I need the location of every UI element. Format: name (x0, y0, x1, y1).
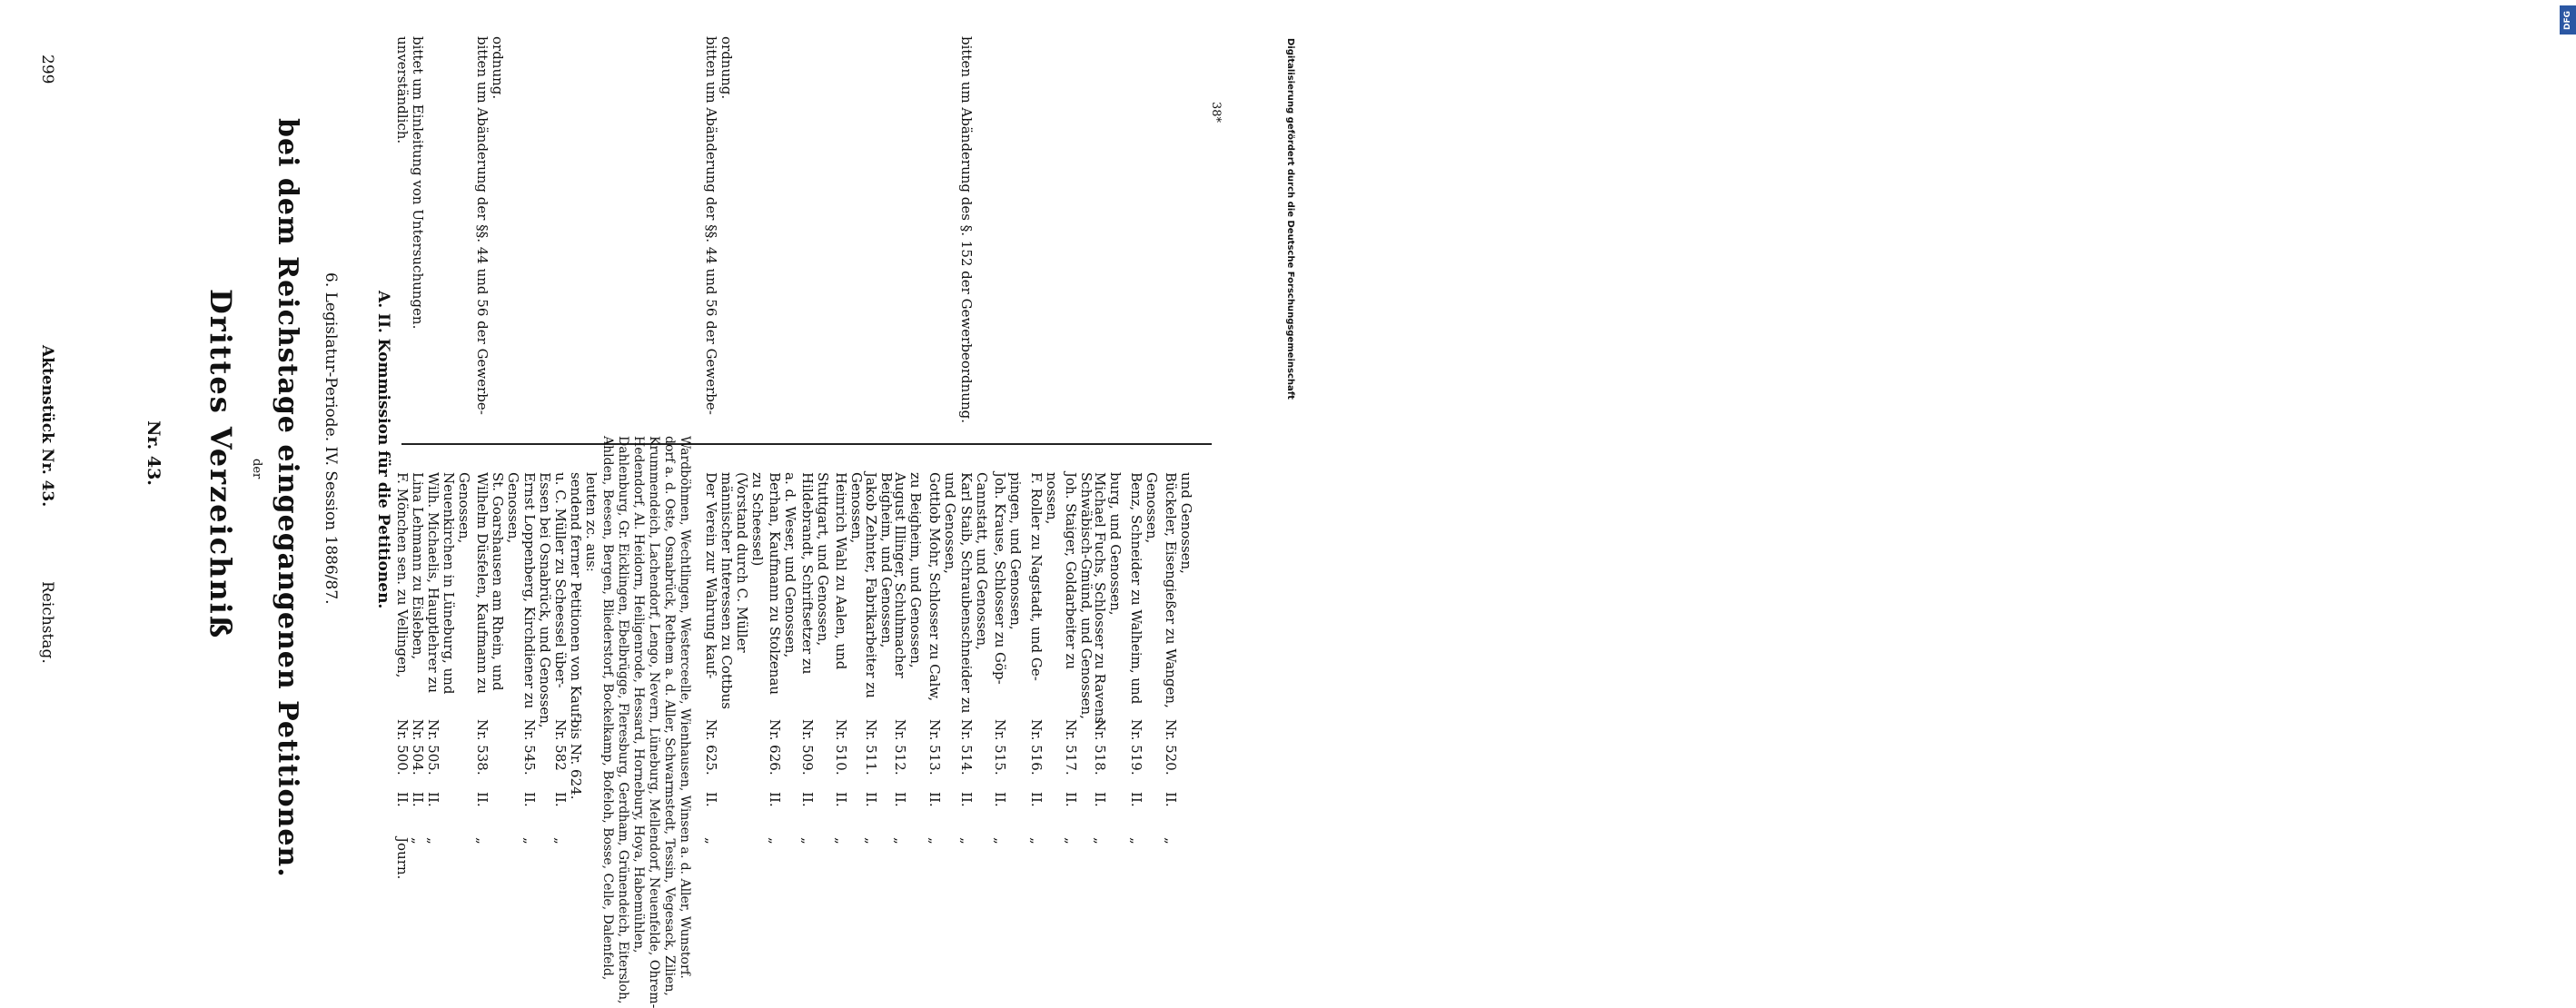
petitioner-line: sendend ferner Petitionen von Kauf- (568, 472, 584, 722)
petitioner-line: leuten zc. aus: (583, 472, 599, 572)
petition-number: Nr. 500. (394, 719, 411, 776)
commission-roman: II. (833, 792, 849, 807)
petition-number: Nr. 545. (521, 719, 538, 776)
petitioner-line: Hildebrandt, Schriftsetzer zu (799, 472, 816, 675)
petitioner-line: (Vorstand durch C. Müller (734, 472, 750, 653)
petition-number: Nr. 510. (833, 719, 849, 776)
petitioner-line: Stuttgart, und Genossen, (815, 472, 831, 647)
petitioner-line: und Genossen, (1178, 472, 1194, 574)
petitioner-line: Gottlob Mohr, Schlosser zu Calw, (926, 472, 943, 702)
petitioner-line: dorf a. d. Oste, Osnabrück, Rethem a. d. Aller, Schwarmstedt, Tessin, Vegesack, Zilien, (662, 436, 677, 996)
title-der: der (250, 459, 263, 479)
page-title: Drittes Verzeichniß (203, 289, 238, 640)
petitioner-line: Wilh. Michaelis, Hauptlehrer zu (425, 472, 441, 694)
commission-roman: II. (425, 792, 441, 807)
petitioner-line: Cannstatt, und Genossen, (974, 472, 990, 650)
petition-number: Nr. 504. (410, 719, 426, 776)
petition-number: Nr. 518. (1092, 719, 1108, 776)
journal-mark: „ (425, 837, 441, 845)
journal-mark: „ (799, 837, 816, 845)
journal-mark: Journ. (394, 837, 411, 880)
petitioner-line: Neuenkirchen in Lüneburg, und (441, 472, 457, 695)
header-middle: Aktenstück Nr. 43. (38, 345, 56, 508)
petitioner-line: Genossen, (505, 472, 521, 544)
petitioner-line: Karl Staib, Schraubenschneider zu (958, 472, 975, 714)
journal-mark: „ (958, 837, 975, 845)
journal-mark: „ (926, 837, 943, 845)
signature-mark: 38* (1209, 102, 1223, 124)
petitioner-line: pingen, und Genossen, (1007, 472, 1024, 630)
petitioner-line: Heinrich Wahl zu Aalen, und (833, 472, 849, 670)
commission-roman: II. (892, 792, 908, 807)
page-subtitle: bei dem Reichstage eingegangenen Petitionen. (272, 118, 303, 878)
petitioner-line: Essen bei Osnabrück, und Genossen, (537, 472, 553, 728)
journal-mark: „ (552, 837, 569, 845)
petition-number: Nr. 625. (703, 719, 719, 776)
commission-roman: II. (1092, 792, 1108, 807)
journal-mark: „ (863, 837, 879, 845)
petitioner-line: Der Verein zur Wahrung kauf- (703, 472, 719, 679)
petitioner-line: Joh. Staiger, Goldarbeiter zu (1063, 472, 1079, 670)
petitioner-line: Jakob Zehnter, Fabrikarbeiter zu (863, 472, 879, 698)
petition-subject: ordnung. (718, 36, 735, 100)
petition-subject: bittet um Einleitung von Untersuchungen. (410, 36, 426, 330)
petitioner-line: Michael Fuchs, Schlosser zu Ravens- (1092, 472, 1108, 729)
petitioner-line: zu Scheessel) (749, 472, 766, 567)
petitioner-line: Benz, Schneider zu Walheim, und (1128, 472, 1144, 705)
petitioner-line: Genossen, (1144, 472, 1160, 544)
petition-number: Nr. 538. (474, 719, 490, 776)
petitioner-line: Krummendeich, Lachendorf, Lengo, Nevern, Lüneburg, Mellendorf, Neuenfelde, Ohrem- (647, 436, 661, 1008)
petitioner-line: Ahlden, Beesen, Bergen, Bliederstorf, Bockelkamp, Bofeloh, Bosse, Celle, Dalenfeld, (600, 436, 615, 981)
petitioner-line: Joh. Krause, Schlosser zu Göp- (992, 472, 1008, 685)
petition-number: Nr. 511. (863, 719, 879, 776)
petitioner-line: burg, und Genossen, (1107, 472, 1124, 616)
petitioner-line: Ernst Loppenberg, Kirchdiener zu (521, 472, 538, 709)
commission-roman: II. (552, 792, 569, 807)
petitioner-line: Dahlenburg, Gr. Eicklingen, Ebelbrügge, Fleresburg, Gerdham, Grünendeich, Eitersloh, (616, 436, 630, 1004)
journal-mark: „ (1063, 837, 1079, 845)
petition-subject: bitten um Abänderung des §. 152 der Gewerbeordnung. (958, 36, 975, 423)
petitioner-line: Bückeler, Eisengießer zu Wangen, (1163, 472, 1179, 708)
journal-mark: „ (892, 837, 908, 845)
commission-roman: II. (394, 792, 411, 807)
petitioner-line: St. Goarshausen am Rhein, und (490, 472, 506, 691)
commission-roman: II. (958, 792, 975, 807)
dfg-logo: DFG (2560, 5, 2576, 35)
petition-number: Nr. 516. (1028, 719, 1045, 776)
header-left: Reichstag. (38, 581, 56, 664)
petitioner-line: u. C. Müller zu Scheessel über- (552, 472, 569, 688)
petitioner-line: Beigheim, und Genossen, (878, 472, 895, 648)
commission-roman: II. (1128, 792, 1144, 807)
commission-roman: II. (521, 792, 538, 807)
commission-roman: II. (474, 792, 490, 807)
petition-number: Nr. 520. (1163, 719, 1179, 776)
petition-subject: ordnung. (490, 36, 506, 100)
journal-mark: „ (1092, 837, 1108, 845)
petitioner-line: Schwäbisch-Gmünd, und Genossen, (1078, 472, 1095, 719)
dfg-credit: Digitalisierung gefördert durch die Deutsche Forschungsgemeinschaft (1285, 38, 1295, 400)
petition-subject: unverständlich. (394, 36, 411, 144)
petitioner-line: und Genossen, (942, 472, 958, 574)
petition-number: Nr. 513. (926, 719, 943, 776)
commission-roman: II. (1163, 792, 1179, 807)
journal-mark: „ (703, 837, 719, 845)
journal-mark: „ (833, 837, 849, 845)
petitioner-line: Lina Lehmann zu Eisleben, (410, 472, 426, 660)
petitioner-line: Wilhelm Düsfelen, Kaufmann zu (474, 472, 490, 694)
petitioner-line: zu Beigheim, und Genossen, (907, 472, 924, 668)
commission-roman: II. (767, 792, 783, 807)
petitioner-line: Wardböhmen, Wechtlingen, Westerceelle, Wienhausen, Winsen a. d. Aller, Wunstorf. (678, 436, 692, 979)
column-divider (401, 443, 1212, 445)
petition-number: Nr. 626. (767, 719, 783, 776)
commission-roman: II. (799, 792, 816, 807)
petition-number: Nr. 517. (1063, 719, 1079, 776)
section-heading: A. II. Kommission für die Petitionen. (374, 291, 392, 609)
journal-mark: „ (410, 837, 426, 845)
document-number: Nr. 43. (144, 420, 163, 486)
commission-roman: II. (1063, 792, 1079, 807)
journal-mark: „ (474, 837, 490, 845)
petitioner-line: a. d. Weser, und Genossen, (782, 472, 798, 658)
petitioner-line: nossen, (1044, 472, 1060, 525)
commission-roman: II. (863, 792, 879, 807)
petition-subject: bitten um Abänderung der §§. 44 und 56 der Gewerbe- (474, 36, 490, 415)
petitioner-line: F. Roller zu Nagstadt, und Ge- (1028, 472, 1045, 681)
journal-mark: „ (521, 837, 538, 845)
journal-mark: „ (1028, 837, 1045, 845)
petition-number: Nr. 512. (892, 719, 908, 776)
petition-subject: bitten um Abänderung der §§. 44 und 56 der Gewerbe- (703, 36, 719, 415)
petitioner-line: Berhan, Kaufmann zu Stolzenau (767, 472, 783, 695)
petitioner-line: Genossen, (456, 472, 472, 544)
petition-number: Nr. 514. (958, 719, 975, 776)
page-number: 299 (38, 54, 56, 84)
petitioner-line: Genossen, (848, 472, 865, 544)
petitioner-line: F. Mönchen sen. zu Vellingen, (394, 472, 411, 678)
commission-roman: II. (703, 792, 719, 807)
petition-number-range: bis Nr. 624. (568, 719, 584, 800)
petition-number: Nr. 582 (552, 719, 569, 771)
journal-mark: „ (992, 837, 1008, 845)
session-line: 6. Legislatur-Periode. IV. Session 1886/87. (322, 272, 340, 605)
commission-roman: II. (1028, 792, 1045, 807)
petition-number: Nr. 505. (425, 719, 441, 776)
petition-number: Nr. 515. (992, 719, 1008, 776)
commission-roman: II. (992, 792, 1008, 807)
petitioner-line: August Illinger, Schuhmacher (892, 472, 908, 678)
commission-roman: II. (410, 792, 426, 807)
journal-mark: „ (1163, 837, 1179, 845)
petition-number: Nr. 509. (799, 719, 816, 776)
journal-mark: „ (1128, 837, 1144, 845)
commission-roman: II. (926, 792, 943, 807)
petition-number: Nr. 519. (1128, 719, 1144, 776)
petitioner-line: männischer Interessen zu Cottbus (718, 472, 735, 709)
journal-mark: „ (767, 837, 783, 845)
petitioner-line: Hedendorf, Al. Heidorn, Heiligenrode, Hessard, Hornebury, Hoya, Habemühlen, (631, 436, 646, 954)
